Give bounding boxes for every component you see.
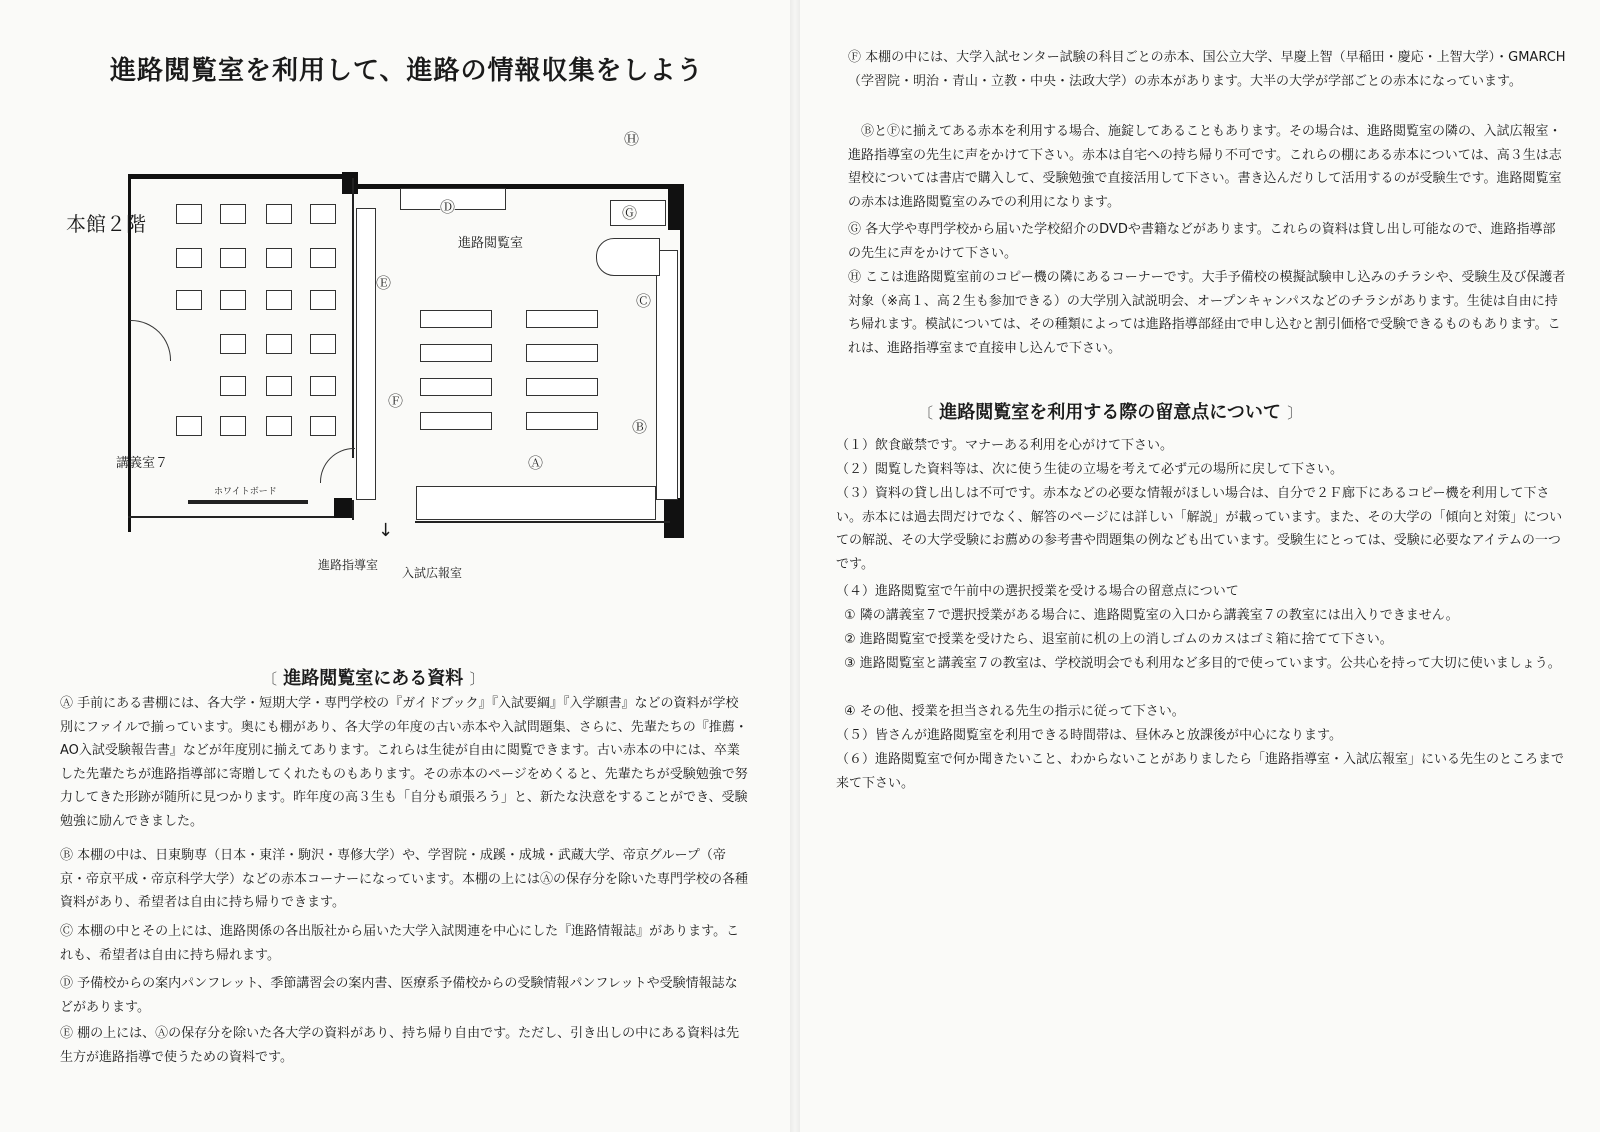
materials-heading-text: 進路閲覧室にある資料	[283, 668, 464, 689]
material-text-c: 本棚の中とその上には、進路関係の各出版社から届いた大学入試関連を中心にした『進路情報誌』があります。これも、希望者は自由に持ち帰れます。	[60, 924, 740, 963]
material-text-a: 手前にある書棚には、各大学・短期大学・専門学校の『ガイドブック』『入試要綱』『入学願書』などの資料が学校別にファイルで揃っています。奥にも棚があり、各大学の年度の古い赤本や入試問題集、さらに、先輩たちの『推薦・AO入試受験報告書』などが年度別に揃えてあります。これらは生徒が自由に閲覧できます。古い赤本の中には、卒業した先輩たちが進路指導部に寄贈してくれたものもあります。その赤本のページをめくると、先輩たちが受験勉強で努力してきた形跡が随所に見つかります。昨年度の高３生も「自分も頑張ろう」と、新たな決意をすることができ、受験勉強に励んできました。	[60, 696, 748, 829]
material-mark-b: Ⓑ	[60, 848, 74, 863]
material-item-f	[848, 46, 1568, 93]
whiteboard-bar	[188, 500, 308, 504]
page-gutter	[790, 0, 800, 1132]
classroom-label: 講義室７	[116, 456, 169, 471]
pillar-bottom-right	[664, 498, 684, 538]
exit-arrow: ↓	[378, 520, 394, 541]
note-mark: （５）	[836, 728, 876, 743]
note-text: その他、授業を担当される先生の指示に従って下さい。	[859, 704, 1185, 719]
wall-bottom-right	[415, 521, 670, 523]
note-mark: （３）	[836, 486, 876, 501]
note-4	[836, 580, 1566, 604]
material-text-bf-note: ⒷとⒻに揃えてある赤本を利用する場合、施錠してあることもあります。その場合は、進路閲覧室の隣の、入試広報室・進路指導室の先生に声をかけて下さい。赤本は自宅への持ち帰り不可です。これらの棚にある赤本については、高３生は志望校については書店で購入して、受験勉強で直接活用して下さい。書き込んだりして活用するのが受験生です。進路閲覧室の赤本は進路閲覧室のみでの利用になります。	[848, 124, 1562, 210]
note-text: 進路閲覧室で授業を受けたら、退室前に机の上の消しゴムのカスはゴミ箱に捨てて下さい。	[859, 632, 1393, 647]
page-title: 進路閲覧室を利用して、進路の情報収集をしよう	[110, 56, 704, 86]
wall-bottom-left	[128, 516, 334, 518]
wall-right	[680, 184, 684, 538]
material-item-b	[60, 844, 750, 915]
right-page	[800, 0, 1600, 1132]
marker-f: Ⓕ	[388, 392, 404, 410]
marker-g: Ⓖ	[622, 204, 638, 222]
shelf-g	[610, 200, 666, 226]
whiteboard-label: ホワイトボード	[214, 487, 277, 497]
material-mark-a: Ⓐ	[60, 696, 74, 711]
material-mark-c: Ⓒ	[60, 924, 74, 939]
reading-room-label: 進路閲覧室	[458, 236, 524, 251]
pillar-top-left	[342, 172, 358, 194]
note-mark: （４）	[836, 584, 876, 599]
material-text-g: 各大学や専門学校から届いた学校紹介のDVDや書籍などがあります。これらの資料は貸し出し可能なので、進路指導部の先生に声をかけて下さい。	[848, 222, 1556, 261]
door-bottom	[320, 448, 355, 483]
floor-label: 本館２階	[66, 212, 146, 236]
material-text-d: 予備校からの案内パンフレット、季節講習会の案内書、医療系予備校からの受験情報パンフレットや受験情報誌などがあります。	[60, 976, 738, 1015]
material-text-b: 本棚の中は、日東駒専（日本・東洋・駒沢・専修大学）や、学習院・成蹊・成城・武蔵大学、帝京グループ（帝京・帝京平成・帝京科学大学）などの赤本コーナーになっています。本棚の上にはⒶの保存分を除いた専門学校の各種資料があり、希望者は自由に持ち帰りできます。	[60, 848, 748, 910]
bracket-open: 〔	[262, 670, 278, 688]
marker-h: Ⓗ	[624, 130, 640, 148]
note-text: 進路閲覧室で何か聞きたいこと、わからないことがありましたら「進路指導室・入試広報室」にいる先生のところまで来て下さい。	[836, 752, 1565, 791]
shelf-c	[656, 250, 678, 500]
material-mark-g: Ⓖ	[848, 222, 862, 237]
bracket-close: 〕	[469, 670, 485, 688]
note-text: 資料の貸し出しは不可です。赤本などの必要な情報がほしい場合は、自分で２Ｆ廊下にあるコピー機を利用して下さい。赤本には過去問だけでなく、解答のページには詳しい「解説」が載っています。また、その大学の「傾向と対策」についての解説、その大学受験にお薦めの参考書や問題集の例なども出ています。受験生にとっては、受験に必要なアイテムの一つです。	[836, 486, 1563, 572]
material-text-h: ここは進路閲覧室前のコピー機の隣にあるコーナーです。大手予備校の模擬試験申し込みのチラシや、受験生及び保護者対象（※高１、高２生も参加できる）の大学別入試説明会、オープンキャンパスなどのチラシがあります。生徒は自由に持ち帰れます。模試については、その種類によっては進路指導部経由で申し込むと割引価格で受験できるものもあります。これは、進路指導室まで直接申し込んで下さい。	[848, 270, 1566, 356]
admissions-room-label: 入試広報室	[402, 566, 463, 580]
note-2	[836, 458, 1566, 482]
note-mark: ④	[844, 704, 856, 719]
notes-bracket-open: 〔	[918, 404, 934, 422]
note-mark: ②	[844, 632, 856, 647]
note-5	[836, 724, 1566, 748]
counter-round	[596, 238, 660, 276]
material-item-g	[848, 218, 1568, 265]
material-mark-e: Ⓔ	[60, 1026, 74, 1041]
material-item-h	[848, 266, 1568, 360]
note-text: 隣の講義室７で選択授業がある場合に、進路閲覧室の入口から講義室７の教室には出入りできません。	[859, 608, 1459, 623]
note-text: 皆さんが進路閲覧室を利用できる時間帯は、昼休みと放課後が中心になります。	[875, 728, 1342, 743]
note-text: 飲食厳禁です。マナーある利用を心がけて下さい。	[875, 438, 1173, 453]
door-left	[130, 320, 171, 361]
note-3	[836, 482, 1566, 576]
note-4-1	[844, 604, 1566, 628]
material-mark-f: Ⓕ	[848, 50, 862, 65]
notes-bracket-close: 〕	[1287, 404, 1303, 422]
notes-heading	[918, 398, 1302, 424]
note-mark: （２）	[836, 462, 876, 477]
note-4-2	[844, 628, 1566, 652]
wall-divider	[352, 178, 354, 458]
materials-heading	[262, 664, 485, 690]
note-4-3	[844, 652, 1566, 676]
marker-c: Ⓒ	[636, 292, 652, 310]
note-4-4	[844, 700, 1566, 724]
wall-top	[128, 174, 354, 179]
material-item-e	[60, 1022, 750, 1069]
material-item-c	[60, 920, 750, 967]
note-mark: ①	[844, 608, 856, 623]
marker-e: Ⓔ	[376, 274, 392, 292]
note-6	[836, 748, 1566, 795]
notes-heading-text: 進路閲覧室を利用する際の留意点について	[939, 402, 1281, 423]
marker-d: Ⓓ	[440, 198, 456, 216]
note-text: 閲覧した資料等は、次に使う生徒の立場を考えて必ず元の場所に戻して下さい。	[875, 462, 1344, 477]
shelf-a	[416, 486, 656, 520]
floor-plan	[60, 120, 760, 620]
material-mark-h: Ⓗ	[848, 270, 862, 285]
note-1	[836, 434, 1566, 458]
shelf-e	[356, 208, 376, 500]
note-text: 進路閲覧室で午前中の選択授業を受ける場合の留意点について	[875, 584, 1239, 599]
wall-divider-lower	[352, 500, 354, 520]
marker-b: Ⓑ	[632, 418, 648, 436]
guidance-room-label: 進路指導室	[318, 558, 379, 572]
material-item-bf-note	[848, 120, 1568, 214]
note-mark: （６）	[836, 752, 876, 767]
note-mark: ③	[844, 656, 856, 671]
material-mark-d: Ⓓ	[60, 976, 74, 991]
material-text-e: 棚の上には、Ⓐの保存分を除いた各大学の資料があり、持ち帰り自由です。ただし、引き出しの中にある資料は先生方が進路指導で使うための資料です。	[60, 1026, 740, 1065]
material-item-a	[60, 692, 750, 833]
note-text: 進路閲覧室と講義室７の教室は、学校説明会でも利用など多目的で使っています。公共心を持って大切に使いましょう。	[859, 656, 1561, 671]
material-text-f: 本棚の中には、大学入試センター試験の科目ごとの赤本、国公立大学、早慶上智（早稲田・慶応・上智大学）・GMARCH（学習院・明治・青山・立教・中央・法政大学）の赤本があります。大半の大学が学部ごとの赤本になっています。	[848, 50, 1566, 89]
left-page	[0, 0, 790, 1132]
pillar-bottom-mid	[334, 498, 352, 518]
material-item-d	[60, 972, 750, 1019]
marker-a: Ⓐ	[528, 454, 544, 472]
note-mark: （１）	[836, 438, 876, 453]
